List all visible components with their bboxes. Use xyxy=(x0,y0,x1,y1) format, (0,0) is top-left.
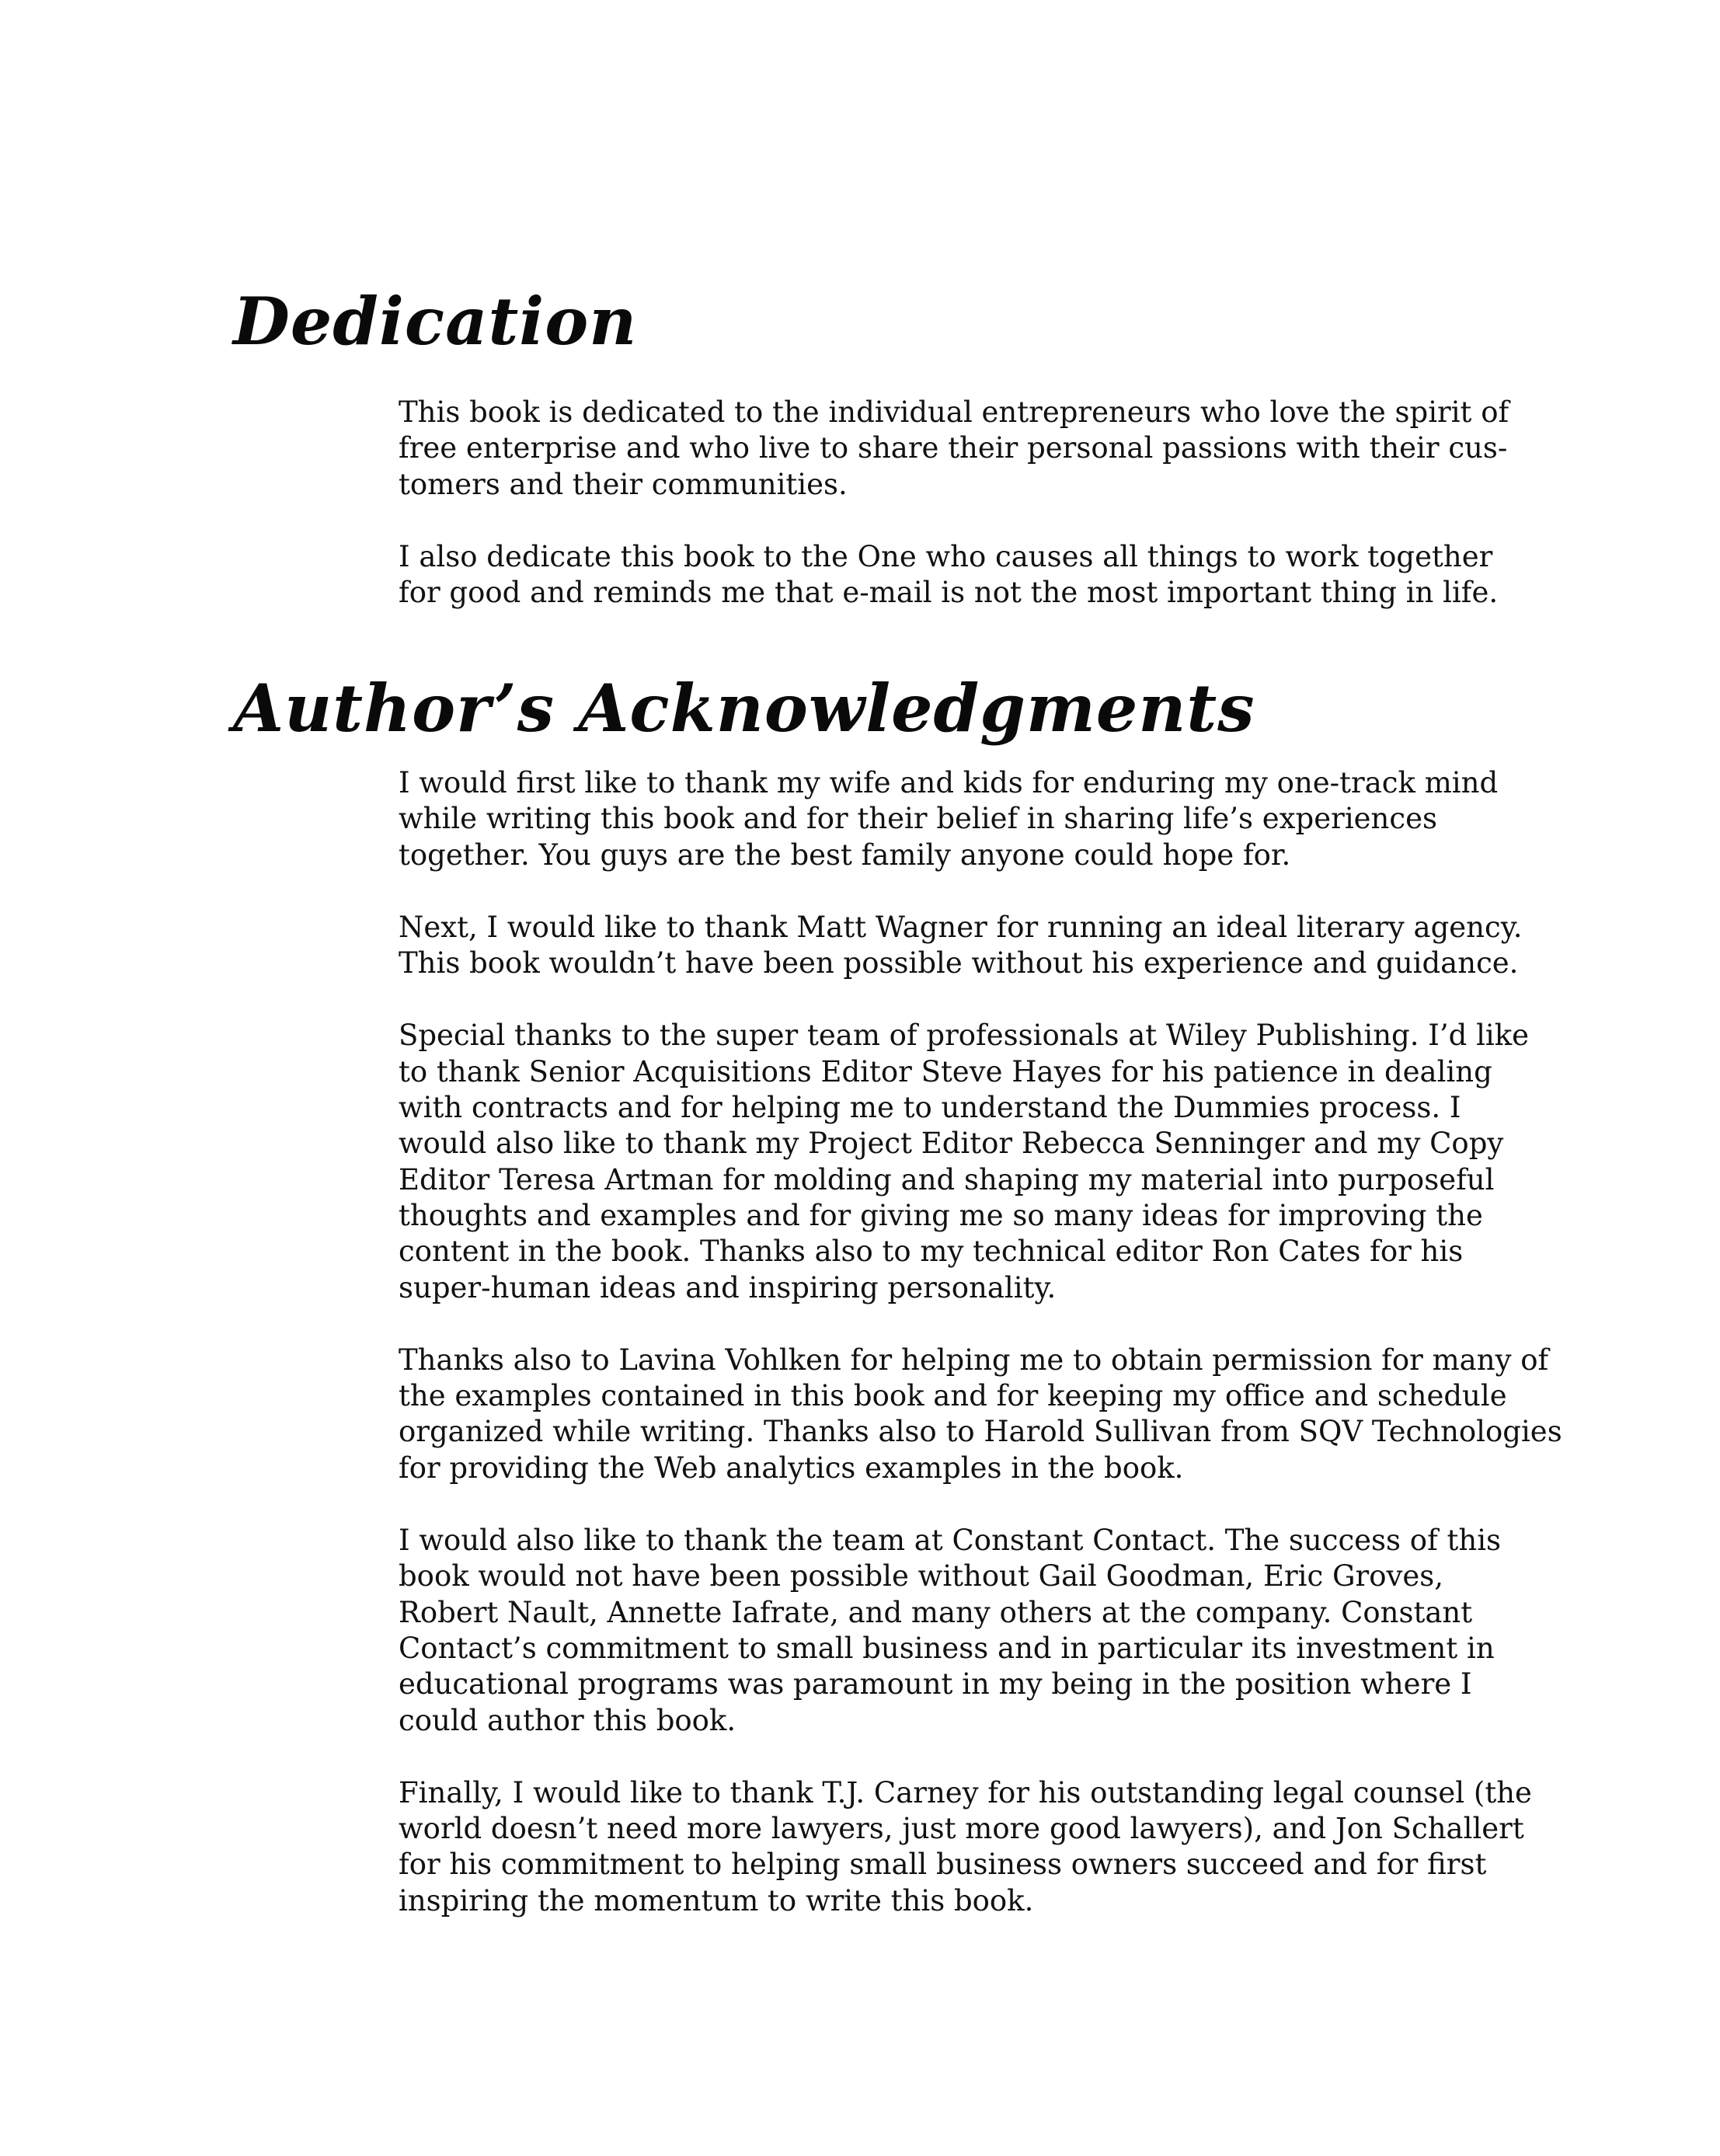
acknowledgments-paragraph xyxy=(399,1775,1532,1919)
text-line: content in the book. Thanks also to my technical editor Ron Cates for his xyxy=(399,1235,1464,1269)
text-line: This book wouldn’t have been possible without his experience and guidance. xyxy=(399,946,1519,980)
text-line: I also dedicate this book to the One who causes all things to work together xyxy=(399,539,1493,573)
text-line: would also like to thank my Project Editor Rebecca Senninger and my Copy xyxy=(399,1127,1504,1161)
paragraph-spacer xyxy=(399,1486,1486,1523)
text-line: free enterprise and who live to share their personal passions with their cus- xyxy=(399,431,1508,465)
text-line: book would not have been possible without Gail Goodman, Eric Groves, xyxy=(399,1559,1444,1593)
text-line: with contracts and for helping me to understand the Dummies process. I xyxy=(399,1091,1461,1125)
paragraph-spacer xyxy=(399,1306,1486,1343)
text-line: tomers and their communities. xyxy=(399,467,848,501)
text-line: for his commitment to helping small business owners succeed and for first xyxy=(399,1848,1487,1882)
text-line: together. You guys are the best family anyone could hope for. xyxy=(399,838,1291,872)
text-line: Editor Teresa Artman for molding and shaping my material into purposeful xyxy=(399,1162,1495,1196)
text-line: while writing this book and for their belief in sharing life’s experiences xyxy=(399,802,1437,836)
acknowledgments-paragraph xyxy=(399,1523,1502,1739)
acknowledgments-paragraph xyxy=(399,910,1523,982)
text-line: Robert Nault, Annette Iafrate, and many others at the company. Constant xyxy=(399,1595,1473,1629)
text-line: for providing the Web analytics examples in the book. xyxy=(399,1451,1184,1485)
paragraph-spacer xyxy=(399,1739,1486,1775)
text-line: Finally, I would like to thank T.J. Carney for his outstanding legal counsel (the xyxy=(399,1775,1532,1809)
dedication-paragraph xyxy=(399,539,1499,611)
text-line: to thank Senior Acquisitions Editor Steve Hayes for his patience in dealing xyxy=(399,1054,1492,1088)
paragraph-spacer xyxy=(399,981,1486,1018)
text-line: the examples contained in this book and for keeping my office and schedule xyxy=(399,1379,1507,1413)
paragraph-spacer xyxy=(399,503,1486,539)
text-line: I would also like to thank the team at Constant Contact. The success of this xyxy=(399,1524,1502,1558)
dedication-paragraph xyxy=(399,395,1509,503)
text-line: educational programs was paramount in my being in the position where I xyxy=(399,1667,1472,1701)
text-line: Contact’s commitment to small business and in particular its investment in xyxy=(399,1631,1495,1665)
acknowledgments-paragraph xyxy=(399,1018,1530,1305)
text-line: I would first like to thank my wife and kids for enduring my one-track mind xyxy=(399,766,1499,799)
acknowledgments-body xyxy=(399,765,1562,1919)
text-line: organized while writing. Thanks also to Harold Sullivan from SQV Technologies xyxy=(399,1415,1562,1449)
acknowledgments-paragraph xyxy=(399,765,1499,873)
dedication-heading: Dedication xyxy=(233,283,638,360)
dedication-body xyxy=(399,395,1509,611)
text-line: Next, I would like to thank Matt Wagner for running an ideal literary agency. xyxy=(399,910,1523,944)
text-line: super-human ideas and inspiring personality. xyxy=(399,1270,1057,1304)
text-line: inspiring the momentum to write this book. xyxy=(399,1883,1034,1917)
text-line: world doesn’t need more lawyers, just more good lawyers), and Jon Schallert xyxy=(399,1812,1524,1846)
text-line: Thanks also to Lavina Vohlken for helping me to obtain permission for many of xyxy=(399,1343,1549,1377)
paragraph-spacer xyxy=(399,873,1486,910)
text-line: This book is dedicated to the individual entrepreneurs who love the spirit of xyxy=(399,395,1509,429)
text-line: for good and reminds me that e-mail is not the most important thing in life. xyxy=(399,576,1499,610)
text-line: Special thanks to the super team of professionals at Wiley Publishing. I’d like xyxy=(399,1019,1530,1053)
text-line: could author this book. xyxy=(399,1703,736,1737)
acknowledgments-heading: Author’s Acknowledgments xyxy=(233,670,1255,747)
acknowledgments-paragraph xyxy=(399,1343,1562,1486)
text-line: thoughts and examples and for giving me so many ideas for improving the xyxy=(399,1198,1483,1232)
